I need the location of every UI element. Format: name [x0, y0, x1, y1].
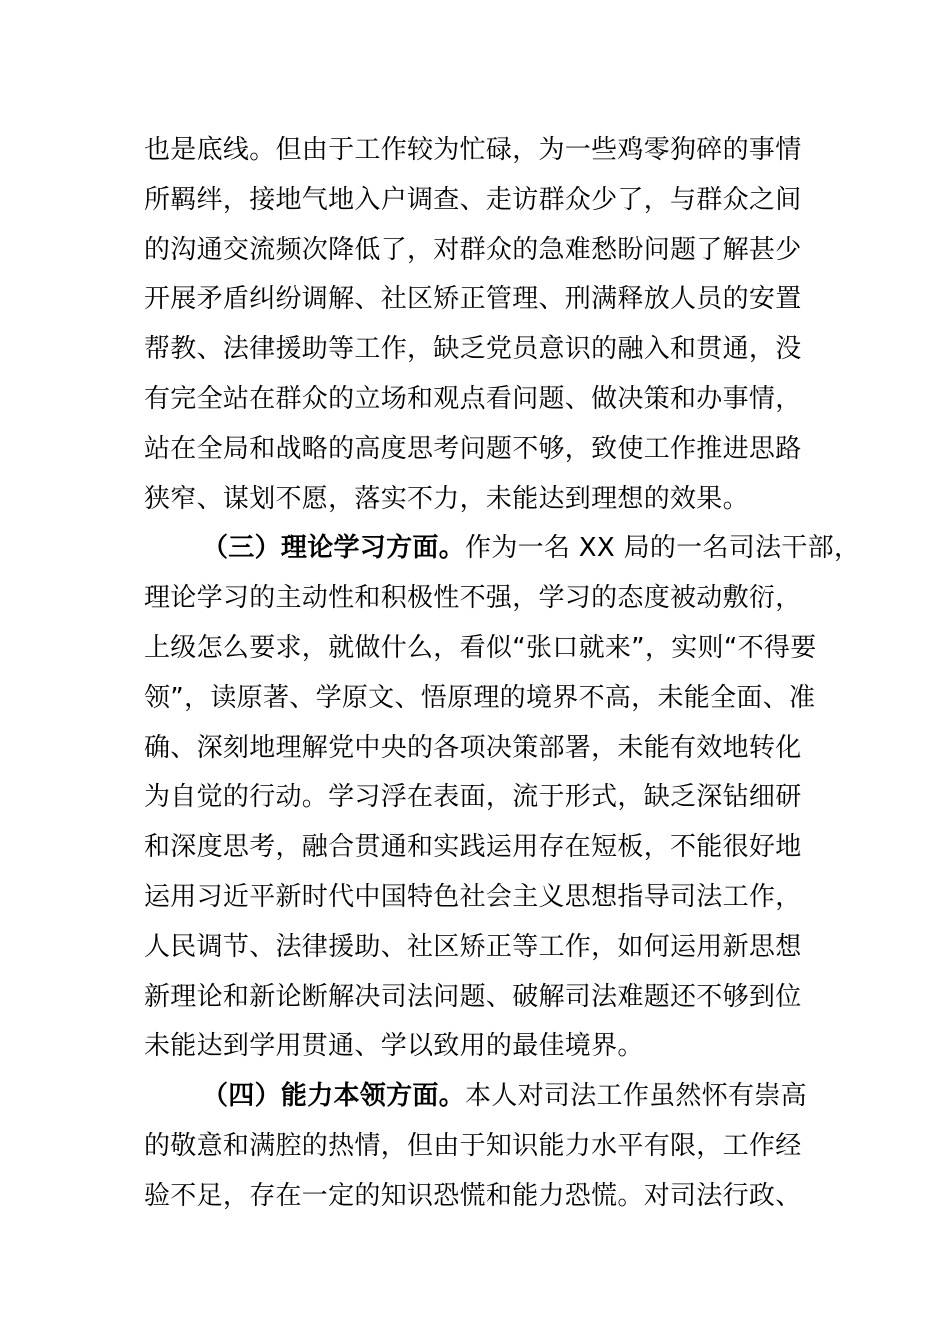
text-line: 帮教、法律援助等工作，缺乏党员意识的融入和贯通，没 — [144, 334, 802, 365]
document-body — [144, 126, 861, 1222]
text-line: 开展矛盾纠纷调解、社区矫正管理、刑满释放人员的安置 — [144, 284, 802, 315]
text-span: 作为一名 XX 局的一名司法干部， — [465, 533, 861, 564]
text-line: 理论学习的主动性和积极性不强，学习的态度被动敷衍， — [144, 583, 802, 614]
paragraph-3 — [144, 1072, 844, 1221]
paragraph-first-line — [144, 1072, 844, 1122]
text-line: 为自觉的行动。学习浮在表面，流于形式，缺乏深钻细研 — [144, 782, 802, 813]
text-line: 确、深刻地理解党中央的各项决策部署，未能有效地转化 — [144, 732, 802, 763]
text-line: 新理论和新论断解决司法问题、破解司法难题还不够到位 — [144, 981, 802, 1012]
text-span: 本人对司法工作虽然怀有崇高 — [465, 1081, 807, 1112]
text-line: 有完全站在群众的立场和观点看问题、做决策和办事情， — [144, 383, 802, 414]
text-line: 未能达到学用贯通、学以致用的最佳境界。 — [144, 1031, 644, 1062]
text-line: 站在全局和战略的高度思考问题不够，致使工作推进思路 — [144, 433, 802, 464]
text-line: 的敬意和满腔的热情，但由于知识能力水平有限，工作经 — [144, 1130, 802, 1161]
text-line: 上级怎么要求，就做什么，看似“张口就来”，实则“不得要 — [144, 632, 817, 663]
text-line: 也是底线。但由于工作较为忙碌，为一些鸡零狗碎的事情 — [144, 135, 802, 165]
section-heading: （三）理论学习方面。 — [202, 533, 466, 564]
paragraph-2 — [144, 524, 861, 1072]
text-line: 狭窄、谋划不愿，落实不力，未能达到理想的效果。 — [144, 483, 749, 514]
section-heading: （四）能力本领方面。 — [202, 1081, 466, 1112]
text-line: 所羁绊，接地气地入户调查、走访群众少了，与群众之间 — [144, 184, 802, 215]
text-line: 验不足，存在一定的知识恐慌和能力恐慌。对司法行政、 — [144, 1180, 802, 1211]
text-line: 的沟通交流频次降低了，对群众的急难愁盼问题了解甚少 — [144, 234, 802, 265]
text-line: 和深度思考，融合贯通和实践运用存在短板，不能很好地 — [144, 832, 802, 863]
text-line: 领”，读原著、学原文、悟原理的境界不高，未能全面、准 — [144, 682, 816, 713]
text-line: 人民调节、法律援助、社区矫正等工作，如何运用新思想 — [144, 931, 802, 962]
text-line: 运用习近平新时代中国特色社会主义思想指导司法工作， — [144, 881, 802, 912]
paragraph-first-line — [144, 524, 861, 574]
paragraph-1 — [144, 126, 844, 524]
